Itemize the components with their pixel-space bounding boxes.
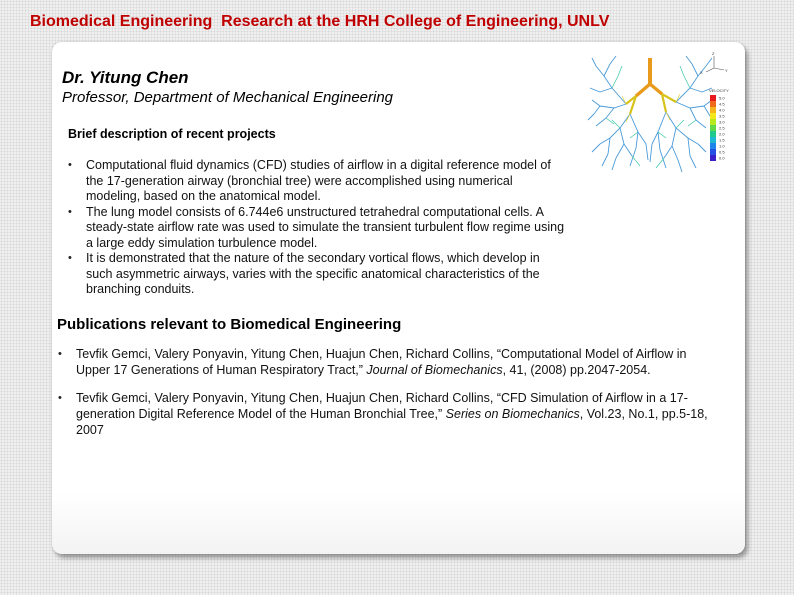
publications-list <box>58 346 714 450</box>
legend-tick-label: 2.5 <box>719 125 725 131</box>
legend-swatch <box>710 95 716 101</box>
legend-swatch <box>710 125 716 131</box>
bronchial-tree-figure <box>586 48 736 176</box>
legend-swatch <box>710 113 716 119</box>
author-role: Professor, Department of Mechanical Engineering <box>62 89 394 106</box>
legend-tick-label: 4.5 <box>719 101 725 107</box>
legend-swatch <box>710 149 716 155</box>
publication-title: “Computational Model of Airflow in Upper 17 Generations of Human Respiratory Tract,” <box>76 347 687 377</box>
publication-item <box>58 346 714 378</box>
publication-journal: Series on Biomechanics <box>445 407 580 421</box>
legend-swatch <box>710 143 716 149</box>
projects-list <box>68 158 564 298</box>
legend-title: VELOCITY <box>709 88 729 93</box>
legend-tick-label: 2.0 <box>719 131 725 137</box>
legend-tick-label: 5.0 <box>719 95 725 101</box>
bronchial-tree-image <box>588 56 716 172</box>
slide-title: Biomedical Engineering Research at the HRH College of Engineering, UNLV <box>30 13 610 30</box>
project-item: • Computational fluid dynamics (CFD) studies of airflow in a digital reference model of the 17-generation airway (bronchial tree) were accomplished using numerical modeling, based on the anatomical model. <box>68 158 564 205</box>
legend-tick-label: 1.5 <box>719 137 725 143</box>
projects-heading: Brief description of recent projects <box>68 127 276 141</box>
publication-details: , 41, (2008) pp.2047-2054. <box>502 363 651 377</box>
legend-swatch <box>710 101 716 107</box>
velocity-legend <box>709 88 729 161</box>
axis-label-y: Y <box>725 68 728 73</box>
legend-tick-label: 4.0 <box>719 107 725 113</box>
axis-label-z: Z <box>712 51 715 56</box>
axis-triad <box>706 56 724 72</box>
author-name: Dr. Yitung Chen <box>62 68 189 87</box>
project-item: • It is demonstrated that the nature of the secondary vortical flows, which develop in such asymmetric airways, varies with the specific anatomical characteristics of the branching conduits. <box>68 251 564 298</box>
publication-title: “CFD Simulation of Airflow in a 17-generation Digital Reference Model of the Human Bronchial Tree,” <box>76 391 688 421</box>
legend-swatch <box>710 119 716 125</box>
publication-details: , Vol.23, No.1, pp.5-18, 2007 <box>76 407 708 437</box>
axis-label-x: X <box>700 70 703 75</box>
legend-tick-label: 0.5 <box>719 149 725 155</box>
legend-tick-label: 1.0 <box>719 143 725 149</box>
publications-heading: Publications relevant to Biomedical Engineering <box>57 316 402 333</box>
publication-authors: Tevfik Gemci, Valery Ponyavin, Yitung Chen, Huajun Chen, Richard Collins, <box>76 347 497 361</box>
legend-swatch <box>710 137 716 143</box>
publication-authors: Tevfik Gemci, Valery Ponyavin, Yitung Chen, Huajun Chen, Richard Collins, <box>76 391 497 405</box>
legend-swatch <box>710 155 716 161</box>
publication-item <box>58 390 714 438</box>
legend-swatch <box>710 131 716 137</box>
legend-tick-label: 3.5 <box>719 113 725 119</box>
project-item: • The lung model consists of 6.744e6 unstructured tetrahedral computational cells. A steady-state airflow rate was used to simulate the transient turbulent flow regime using a large eddy simulation turbulence model. <box>68 205 564 252</box>
legend-tick-label: 3.0 <box>719 119 725 125</box>
legend-tick-label: 0.0 <box>719 155 725 161</box>
publication-journal: Journal of Biomechanics <box>366 363 503 377</box>
legend-swatch <box>710 107 716 113</box>
